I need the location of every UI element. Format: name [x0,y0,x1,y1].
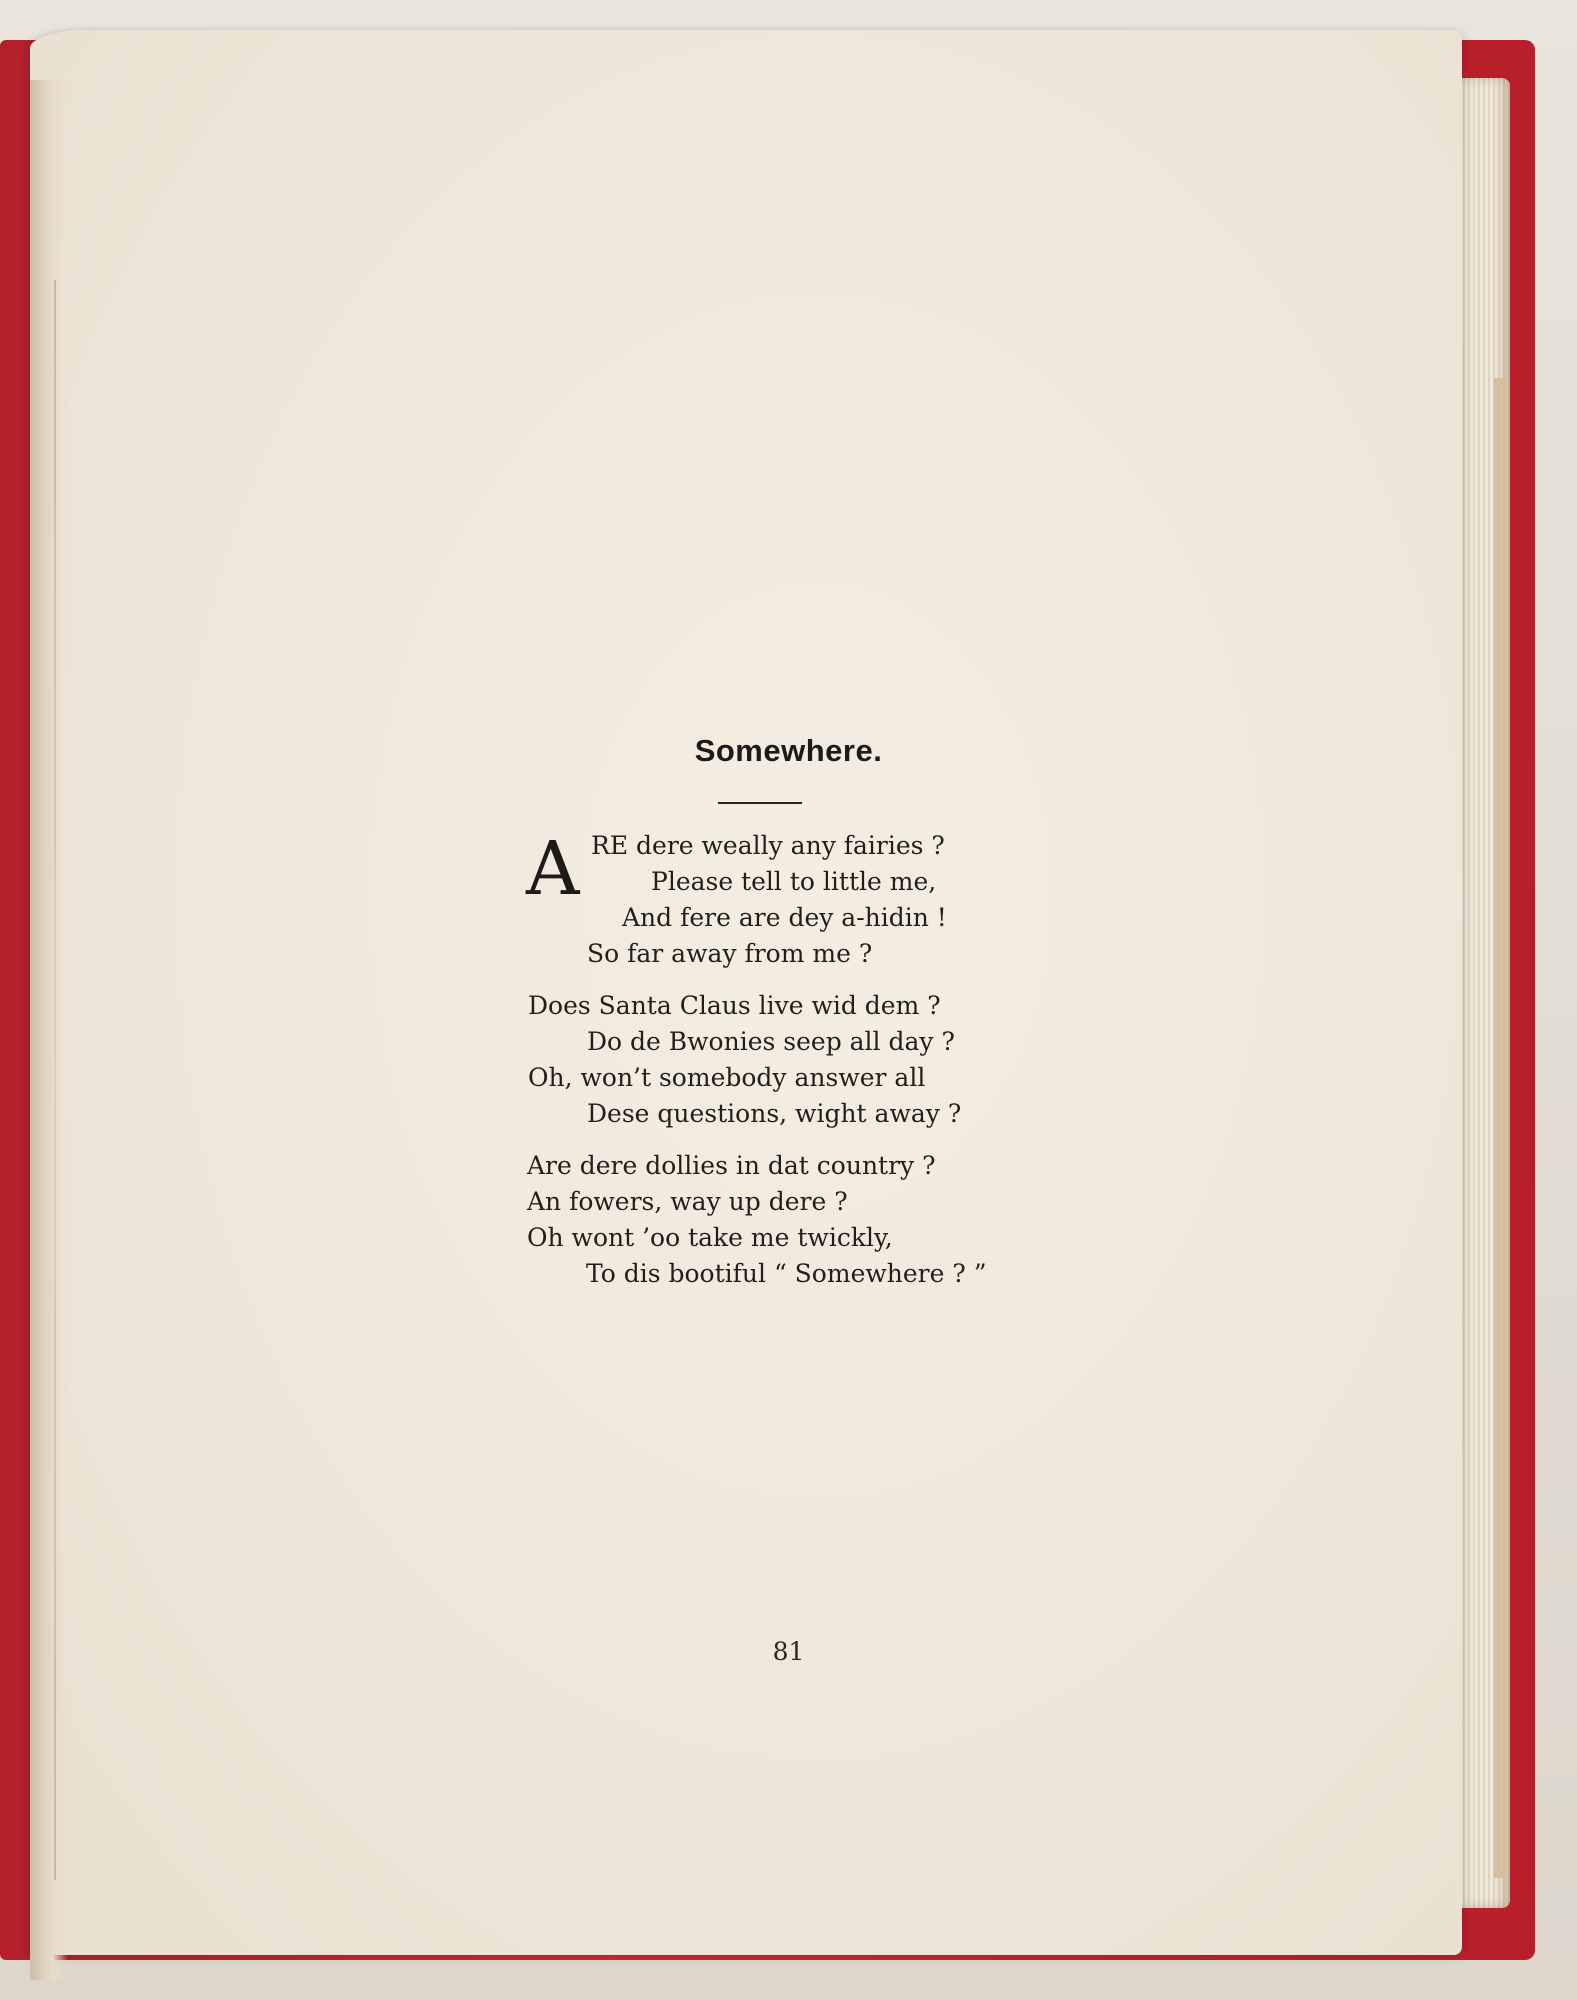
poem-title: Somewhere. [694,733,883,768]
poem-line [591,833,945,858]
poem-line: Oh wont ’oo take me twickly, [527,1223,893,1252]
poem-line: Are dere dollies in dat country ? [527,1151,936,1180]
drop-cap: A [526,826,580,912]
poem-line: Does Santa Claus live wid dem ? [528,991,941,1020]
poem-line: And fere are dey a-hidin ! [622,903,947,932]
poem-line: Oh, won’t somebody answer all [528,1063,926,1092]
poem-line-text: dere weally any fairies ? [636,831,945,860]
poem-line: To dis bootiful “ Somewhere ? ” [586,1259,987,1288]
poem-line: Dese questions, wight away ? [587,1099,962,1128]
first-word-rest: RE [591,831,629,860]
poem-line: So far away from me ? [587,939,873,968]
poem-line: An fowers, way up dere ? [527,1187,848,1216]
page-number: 81 [772,1637,805,1666]
poem-line: Do de Bwonies seep all day ? [587,1027,955,1056]
poem-line: Please tell to little me, [651,867,937,896]
